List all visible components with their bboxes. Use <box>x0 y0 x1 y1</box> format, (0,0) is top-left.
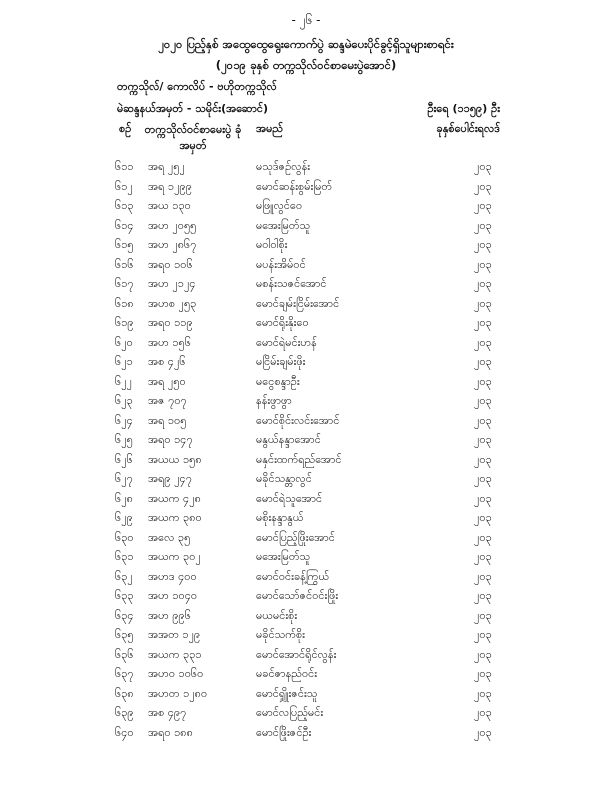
table-row <box>0 453 612 473</box>
row-number: ၆၄၀ <box>115 725 134 739</box>
row-candidate-number: အရ၀ ၁၈၈ <box>148 725 193 739</box>
row-number: ၆၁၆ <box>115 257 134 271</box>
row-name: မနှင်းထက်ရည်အောင် <box>256 452 342 466</box>
row-candidate-number: အဟစ ၂၅၃ <box>148 296 197 310</box>
row-age: ၂၀၃ <box>474 472 492 485</box>
row-name: မောင်သော်ဇင်ဝင်းဖြိုး <box>256 589 339 602</box>
row-age: ၂၀၃ <box>474 608 492 622</box>
row-age: ၂၀၃ <box>474 569 492 583</box>
row-candidate-number: အဟဒ ၄၀၀ <box>148 569 197 583</box>
row-name: မငြိမ်းချမ်းဖိုး <box>256 355 306 368</box>
row-number: ၆၃၁ <box>115 550 134 563</box>
row-candidate-number: အဟ ၂၈၆၇ <box>148 238 197 251</box>
row-number: ၆၃၃ <box>115 589 134 602</box>
row-name: မနွယ်နန္ဒာအောင် <box>256 433 321 446</box>
page-number: - ၂၆ - <box>291 13 321 27</box>
row-number: ၆၁၅ <box>115 238 134 251</box>
row-age: ၂၀၃ <box>474 725 492 739</box>
table-row <box>0 219 612 239</box>
row-number: ၆၁၂ <box>115 179 133 193</box>
row-number: ၆၃၇ <box>115 667 134 680</box>
row-candidate-number: အရ ၂၅၂ <box>148 160 185 173</box>
row-candidate-number: အစ ၄၂၆ <box>148 355 186 368</box>
table-row <box>0 336 612 356</box>
row-age: ၂၀၃ <box>474 452 492 466</box>
row-age: ၂၀၃ <box>474 355 492 368</box>
row-age: ၂၀၃ <box>474 413 492 427</box>
row-number: ၆၁၇ <box>115 277 134 290</box>
row-number: ၆၂၆ <box>115 452 133 466</box>
row-name: မောင်ချမ်းငြိမ်းအောင် <box>256 296 340 310</box>
row-name: မခိုင်သက်စိုး <box>256 628 305 641</box>
table-row <box>0 550 612 570</box>
row-number: ၆၂၂ <box>115 374 132 388</box>
row-name: မောင်ပြည့်ဖြိုးအောင် <box>256 530 335 544</box>
row-number: ၆၃၂ <box>115 569 133 583</box>
row-name: မောင်ရဲမင်းဟန် <box>256 335 317 349</box>
row-candidate-number: အယက ၄၂၈ <box>148 491 201 505</box>
table-row <box>0 648 612 668</box>
row-age: ၂၀၃ <box>474 530 492 544</box>
column-header-candidate-no: တက္ကသိုလ်ဝင်စာမေးပွဲ ခုံအမှတ် <box>144 123 242 152</box>
table-row <box>0 355 612 375</box>
row-candidate-number: အဟ ၁၅၆ <box>148 335 191 349</box>
row-number: ၆၂၃ <box>115 394 133 407</box>
row-age: ၂၀၃ <box>474 199 492 212</box>
row-age: ၂၀၃ <box>474 589 492 602</box>
table-row <box>0 472 612 492</box>
column-header-no: စဉ် <box>119 122 132 135</box>
row-name: မောင်ဝင်းခန့်ကြွယ် <box>256 569 330 583</box>
row-name: မောင်ရဲသူအောင် <box>256 491 323 505</box>
row-number: ၆၃၀ <box>115 530 134 544</box>
row-name: မစန်းသဇင်အောင် <box>256 277 327 290</box>
row-age: ၂၀၃ <box>474 316 492 329</box>
row-number: ၆၁၁ <box>115 160 134 173</box>
row-name: မအေးမြတ်သူ <box>256 550 311 563</box>
row-name: မယမင်းစိုး <box>256 608 298 622</box>
row-age: ၂၀၃ <box>474 296 492 310</box>
table-row <box>0 570 612 590</box>
row-candidate-number: အရ၀ ၁၁၉ <box>148 316 193 329</box>
row-age: ၂၀၃ <box>474 160 492 173</box>
row-number: ၆၂၉ <box>115 511 133 524</box>
document-title: ၂၀၂၀ ပြည့်နှစ် အထွေထွေရွေးကောက်ပွဲ ဆန္ဒမဲပေးပိုင်ခွင့်ရှိသူများစာရင်း <box>158 37 454 51</box>
table-row <box>0 433 612 453</box>
row-candidate-number: အဟ၀ ၁၀၆၀ <box>148 667 204 680</box>
row-name: မခင်ဇာနည်ဝင်း <box>256 667 318 680</box>
constituency-label: မဲဆန္ဒနယ်အမှတ် - သမိုင်း(အဆောင်) <box>117 102 269 115</box>
voter-list <box>0 160 612 745</box>
table-row <box>0 238 612 258</box>
row-age: ၂၀၃ <box>474 179 492 193</box>
row-number: ၆၃၄ <box>115 608 134 622</box>
row-number: ၆၁၃ <box>115 199 134 212</box>
row-age: ၂၀၃ <box>474 686 492 700</box>
table-row <box>0 609 612 629</box>
row-number: ၆၂၅ <box>115 433 133 446</box>
row-candidate-number: အဟတ ၁၂၈၀ <box>148 686 208 700</box>
row-number: ၆၁၄ <box>115 218 134 232</box>
row-name: မစိုးနန္ဒာနွယ် <box>256 511 304 524</box>
row-name: မအေးမြတ်သူ <box>256 218 311 232</box>
row-age: ၂၀၃ <box>474 277 492 290</box>
row-candidate-number: အယယ ၁၅၈ <box>148 452 202 466</box>
table-row <box>0 492 612 512</box>
table-row <box>0 297 612 317</box>
table-row <box>0 726 612 746</box>
row-candidate-number: အယက ၃၃၁ <box>148 647 202 661</box>
row-name: မောင်ဖြိုးဇင်ဦး <box>256 725 312 739</box>
row-candidate-number: အရ၀ ၁၄၇ <box>148 433 193 446</box>
row-age: ၂၀၃ <box>474 628 492 641</box>
row-age: ၂၀၃ <box>474 706 492 719</box>
table-row <box>0 199 612 219</box>
row-candidate-number: အရ ၂၅၀ <box>148 374 186 388</box>
count-note: ဦးရေ (၁၁၅၉) ဦး <box>427 102 500 115</box>
row-age: ၂၀၃ <box>474 667 492 680</box>
region-label: တက္ကသိုလ်/ ကောလိပ် - ဗဟိုတက္ကသိုလ် <box>117 80 277 93</box>
row-name: မောင်ရိုးနိုးဝေ <box>256 316 309 329</box>
table-row <box>0 667 612 687</box>
row-age: ၂၀၃ <box>474 257 492 271</box>
row-candidate-number: အလေ ၃၅ <box>148 530 191 544</box>
table-row <box>0 628 612 648</box>
column-header-name: အမည် <box>256 122 284 135</box>
table-row <box>0 180 612 200</box>
row-number: ၆၁၉ <box>115 316 134 329</box>
row-age: ၂၀၃ <box>474 374 492 388</box>
row-name: မဝါဝါစိုး <box>256 238 288 251</box>
row-age: ၂၀၃ <box>474 550 492 563</box>
row-number: ၆၂၁ <box>115 355 133 368</box>
table-row <box>0 531 612 551</box>
row-candidate-number: အဟ ၂၁၂၄ <box>148 277 196 290</box>
row-name: မငွေစန္ဒာဦး <box>256 374 300 388</box>
row-number: ၆၂၇ <box>115 472 133 485</box>
row-candidate-number: အဟ ၉၉၆ <box>148 608 191 622</box>
row-age: ၂၀၃ <box>474 238 492 251</box>
row-candidate-number: အဟ ၂၀၅၅ <box>148 218 197 232</box>
row-candidate-number: အရ ၁၂၉၉ <box>148 179 192 193</box>
row-number: ၆၂၀ <box>115 335 133 349</box>
row-candidate-number: အဟ ၁၀၄၀ <box>148 589 198 602</box>
row-candidate-number: အရ၉ ၂၄၇ <box>148 472 192 485</box>
row-age: ၂၀၃ <box>474 394 492 407</box>
document-subtitle: (၂၀၁၉ ခုနှစ် တက္ကသိုလ်ဝင်စာမေးပွဲအောင်) <box>215 58 397 72</box>
table-row <box>0 414 612 434</box>
row-number: ၆၂၄ <box>115 413 133 427</box>
table-row <box>0 258 612 278</box>
row-name: မောင်အောင်ရိုင်လွန်း <box>256 647 337 661</box>
row-number: ၆၂၈ <box>115 491 133 505</box>
row-number: ၆၁၈ <box>115 296 134 310</box>
row-candidate-number: အယ ၁၃၀ <box>148 199 191 212</box>
column-header-age: ခုနှစ်ပေါင်းရလဒ် <box>436 122 500 135</box>
table-row <box>0 160 612 180</box>
row-candidate-number: အယက ၃၀၂ <box>148 550 201 563</box>
row-age: ၂၀၃ <box>474 511 492 524</box>
row-age: ၂၀၃ <box>474 433 492 446</box>
table-row <box>0 375 612 395</box>
table-row <box>0 394 612 414</box>
table-row <box>0 511 612 531</box>
table-row <box>0 687 612 707</box>
table-row <box>0 589 612 609</box>
row-candidate-number: အယက ၃၈၀ <box>148 511 202 524</box>
table-row <box>0 706 612 726</box>
row-number: ၆၃၉ <box>115 706 134 719</box>
table-row <box>0 316 612 336</box>
row-candidate-number: အစ ၄၉၇ <box>148 706 187 719</box>
row-candidate-number: အဇ ၇၀၇ <box>148 394 187 407</box>
row-age: ၂၀၃ <box>474 218 492 232</box>
row-name: မောင်ရျှိုးဇင်းသူ <box>256 686 318 700</box>
row-candidate-number: အအတ ၁၂၉ <box>148 628 201 641</box>
row-age: ၂၀၃ <box>474 647 492 661</box>
row-age: ၂၀၃ <box>474 335 492 349</box>
row-name: မောင်ဆန်းစွမ်းမြတ် <box>256 179 333 193</box>
row-name: မောင်လပြည့်မင်း <box>256 706 324 719</box>
row-name: မဖြူလွင်ဝေ <box>256 199 303 212</box>
row-candidate-number: အရ ၁၀၅ <box>148 413 187 427</box>
table-row <box>0 277 612 297</box>
row-name: မသုဒ်ဇဉ်လွန်း <box>256 160 311 173</box>
row-number: ၆၃၈ <box>115 686 134 700</box>
row-name: မပန်းအိမ်ဝင် <box>256 257 306 271</box>
row-name: မခိုင်သန္တာလွင် <box>256 472 312 485</box>
row-name: နန်းဖွာဖွာ <box>256 394 292 407</box>
row-candidate-number: အရ၀ ၁၀၆ <box>148 257 193 271</box>
row-name: မောင်စိုင်းလင်းအောင် <box>256 413 340 427</box>
row-number: ၆၃၅ <box>115 628 134 641</box>
row-age: ၂၀၃ <box>474 491 492 505</box>
row-number: ၆၃၆ <box>115 647 134 661</box>
